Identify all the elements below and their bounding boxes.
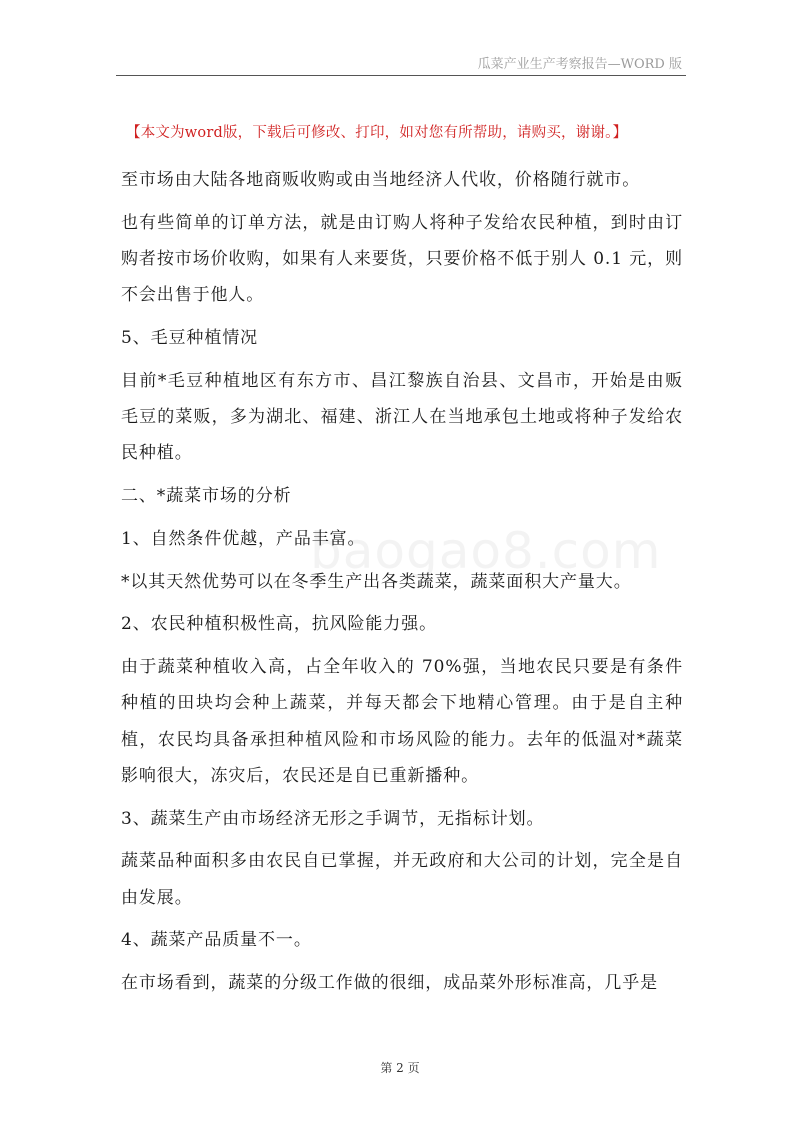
paragraph: 在市场看到，蔬菜的分级工作做的很细，成品菜外形标准高，几乎是 xyxy=(121,973,658,994)
paragraph: *以其天然优势可以在冬季生产出各类蔬菜，蔬菜面积大产量大。 xyxy=(121,571,632,592)
paragraph: 至市场由大陆各地商贩收购或由当地经济人代收，价格随行就市。 xyxy=(121,170,641,190)
document-body xyxy=(121,162,683,1008)
section-heading: 5、毛豆种植情况 xyxy=(121,328,259,348)
paragraph: 由于蔬菜种植收入高，占全年收入的 70%强，当地农民只要是有条件种植的田块均会种上蔬菜，并每天都会下地精心管理。由于是自主种植，农民均具备承担种植风险和市场风险的能力。去年的低温对*蔬菜影响很大，冻灾后，农民还是自已重新播种。 xyxy=(121,657,683,786)
paragraph: 蔬菜品种面积多由农民自已掌握，并无政府和大公司的计划，完全是自由发展。 xyxy=(121,851,683,908)
section-heading: 3、蔬菜生产由市场经济无形之手调节，无指标计划。 xyxy=(121,808,545,829)
section-heading: 二、*蔬菜市场的分析 xyxy=(121,486,292,506)
page-number: 第 2 页 xyxy=(380,1061,420,1075)
section-heading: 1、自然条件优越，产品丰富。 xyxy=(121,528,366,549)
paragraph: 目前*毛豆种植地区有东方市、昌江黎族自治县、文昌市，开始是由贩毛豆的菜贩，多为湖北、福建、浙江人在当地承包土地或将种子发给农民种植。 xyxy=(121,370,683,464)
header-divider xyxy=(116,75,686,76)
header-title: 瓜菜产业生产考察报告—WORD 版 xyxy=(477,57,682,72)
paragraph: 也有些简单的订单方法，就是由订购人将种子发给农民种植，到时由订购者按市场价收购，如果有人来要货，只要价格不低于别人 0.1 元，则不会出售于他人。 xyxy=(121,212,683,306)
section-heading: 4、蔬菜产品质量不一。 xyxy=(121,930,312,951)
watermark: baogao8.com xyxy=(310,522,662,580)
download-notice: 【本文为word版，下载后可修改、打印，如对您有所帮助，请购买，谢谢。】 xyxy=(126,125,628,141)
section-heading: 2、农民种植积极性高，抗风险能力强。 xyxy=(121,614,438,635)
